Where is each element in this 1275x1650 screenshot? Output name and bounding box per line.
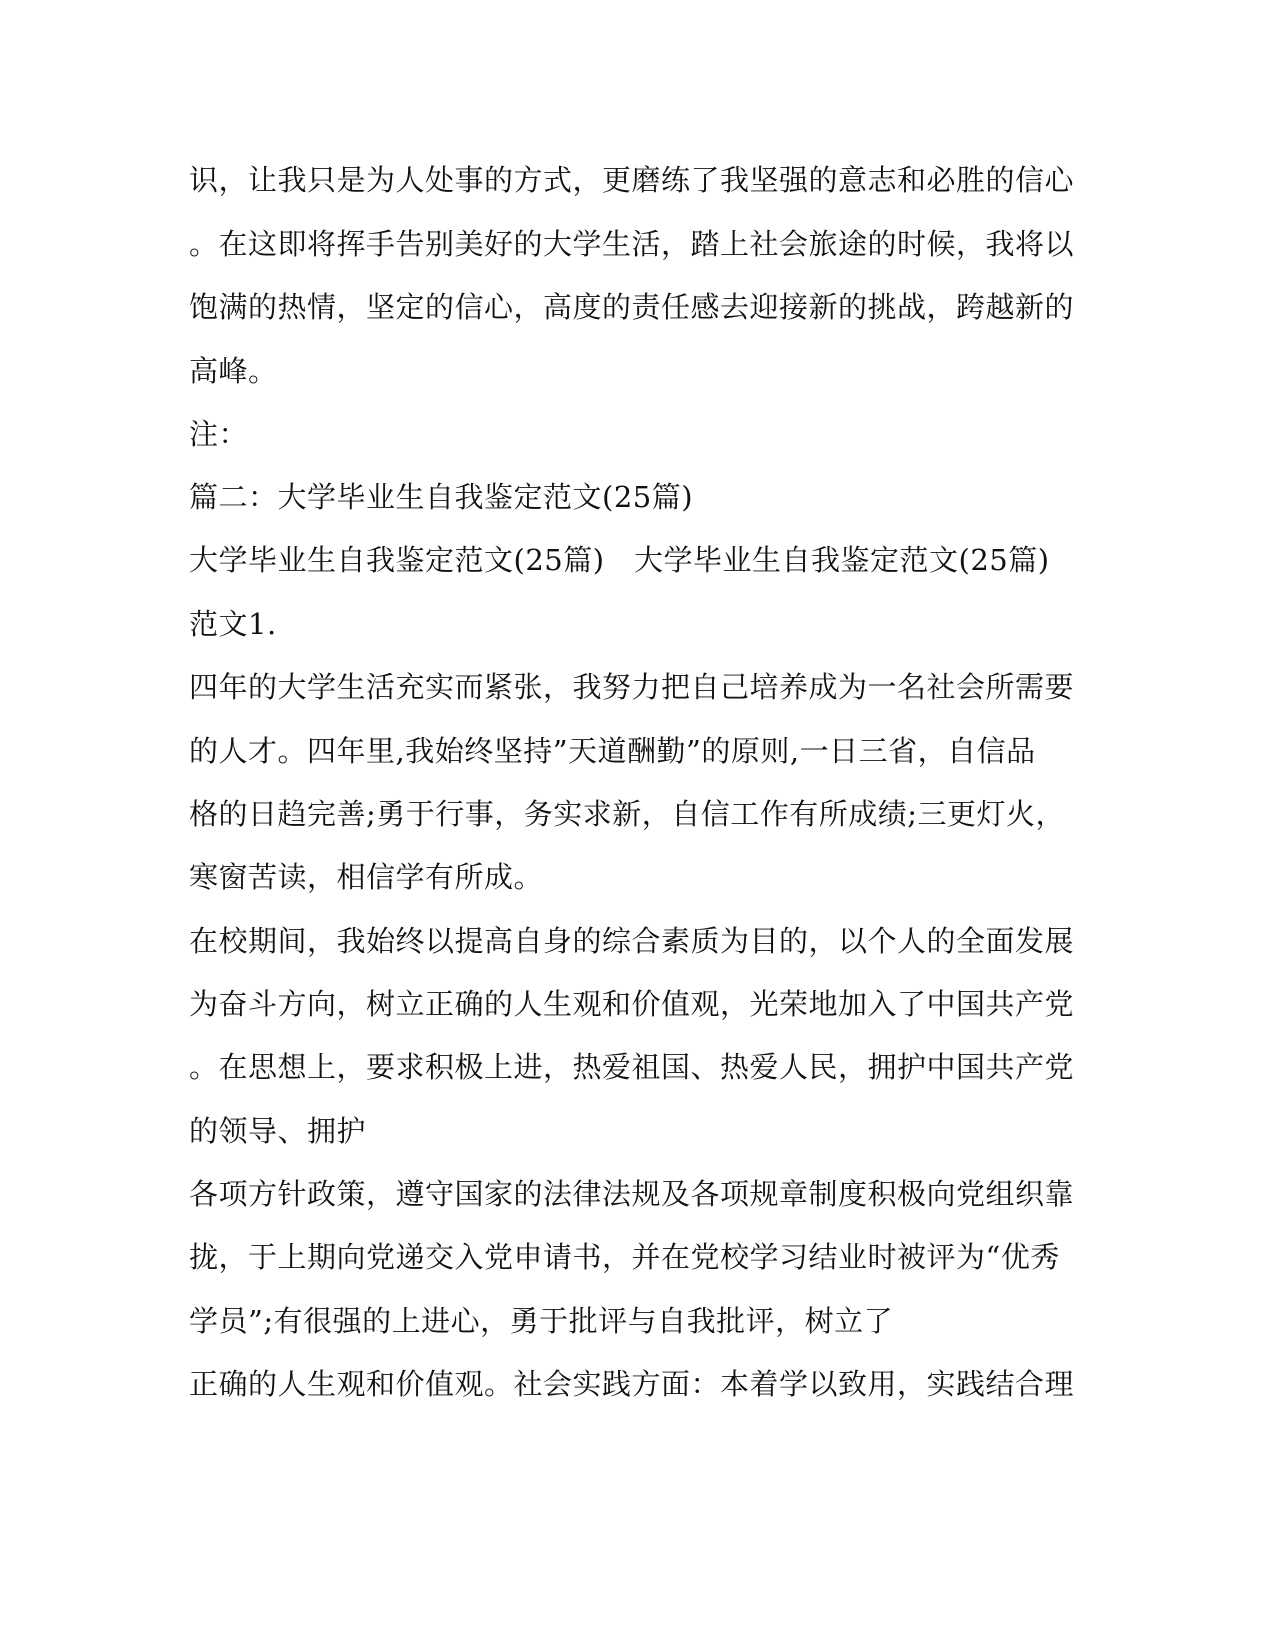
text-line: 寒窗苦读，相信学有所成。 [189, 860, 544, 894]
text-line: 。在这即将挥手告别美好的大学生活，踏上社会旅途的时候，我将以 [189, 227, 1075, 261]
text-line: 学员”;有很强的上进心，勇于批评与自我批评，树立了 [189, 1304, 894, 1338]
text-line: 四年的大学生活充实而紧张，我努力把自己培养成为一名社会所需要 [189, 670, 1075, 704]
note-label: 注： [189, 417, 249, 451]
subtitle-line: 大学毕业生自我鉴定范文(25篇) 大学毕业生自我鉴定范文(25篇) [189, 543, 1050, 577]
text-line: 识，让我只是为人处事的方式，更磨练了我坚强的意志和必胜的信心 [189, 163, 1075, 197]
text-line: 各项方针政策，遵守国家的法律法规及各项规章制度积极向党组织靠 [189, 1177, 1075, 1211]
text-line: 格的日趋完善;勇于行事，务实求新，自信工作有所成绩;三更灯火， [189, 797, 1066, 831]
text-line: 的人才。四年里,我始终坚持”天道酬勤”的原则,一日三省，自信品 [189, 734, 1036, 768]
text-line: 高峰。 [189, 354, 278, 388]
text-line: 为奋斗方向，树立正确的人生观和价值观，光荣地加入了中国共产党 [189, 987, 1075, 1021]
text-line: 的领导、拥护 [189, 1114, 367, 1148]
sample-label: 范文1. [189, 607, 277, 641]
section-heading: 篇二：大学毕业生自我鉴定范文(25篇) [189, 480, 694, 514]
text-line: 拢，于上期向党递交入党申请书，并在党校学习结业时被评为“优秀 [189, 1240, 1060, 1274]
text-line: 饱满的热情，坚定的信心，高度的责任感去迎接新的挑战，跨越新的 [189, 290, 1075, 324]
text-line: 。在思想上，要求积极上进，热爱祖国、热爱人民，拥护中国共产党 [189, 1050, 1075, 1084]
text-line: 正确的人生观和价值观。社会实践方面：本着学以致用，实践结合理 [189, 1367, 1075, 1401]
text-line: 在校期间，我始终以提高自身的综合素质为目的，以个人的全面发展 [189, 924, 1075, 958]
